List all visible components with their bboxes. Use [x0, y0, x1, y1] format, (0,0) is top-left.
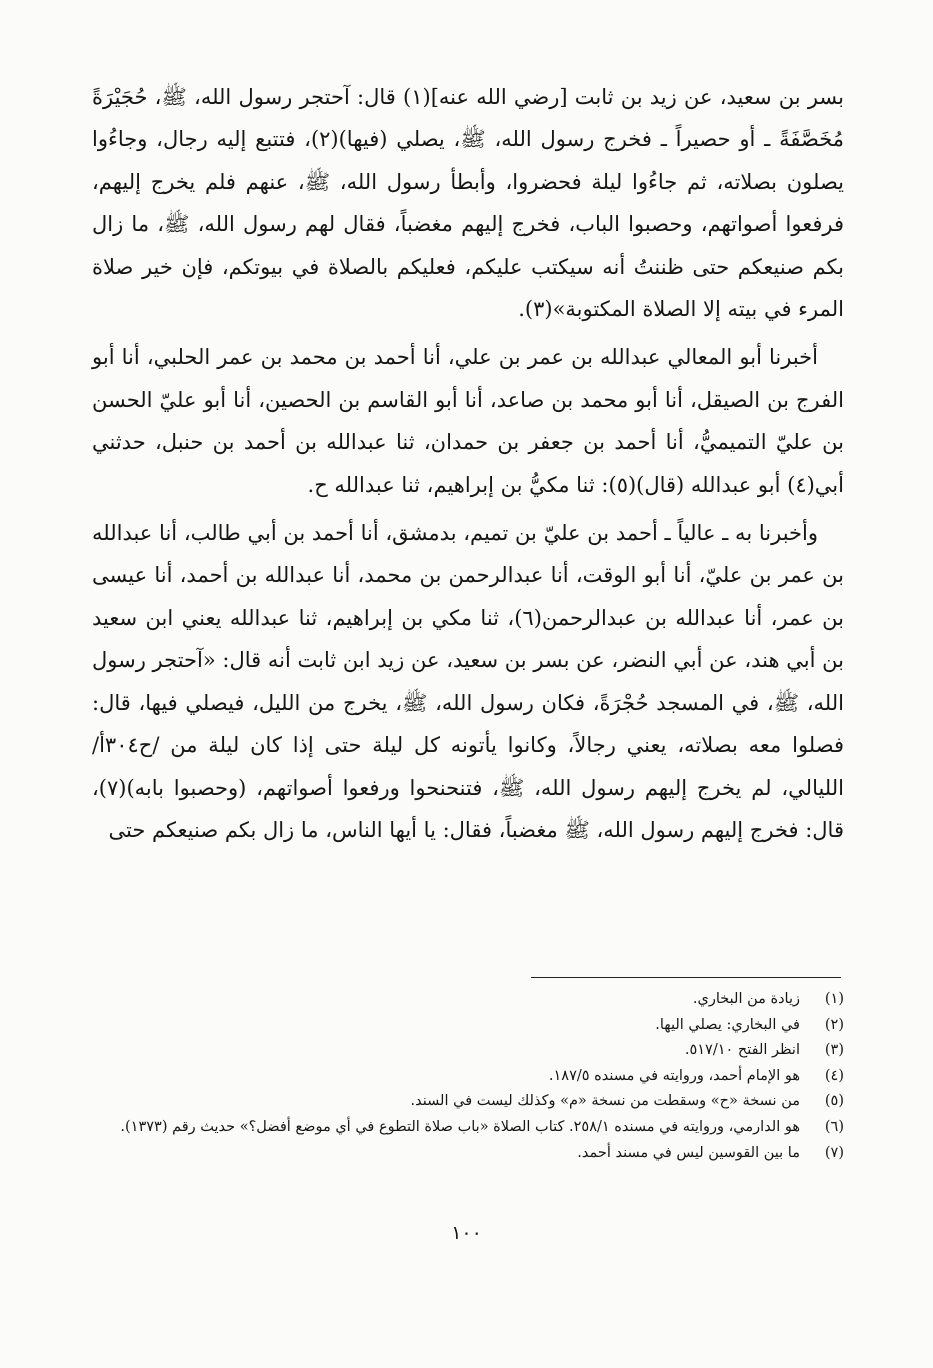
paragraph-isnad-2: وأخبرنا به ـ عالياً ـ أحمد بن عليّ بن تميم، بدمشق، أنا أحمد بن أبي طالب، أنا عبدالله بن عمر بن عليّ، أنا أبو الوقت، أنا عبدالرحمن بن محمد، أنا عبدالله بن أحمد، أنا عيسى بن عمر، أنا عبدالله بن عبدالرحمن(٦)، ثنا مكي بن إبراهيم، ثنا عبدالله يعني ابن سعيد بن أبي هند، عن أبي النضر، عن بسر بن سعيد، عن زيد ابن ثابت أنه قال: «آحتجر رسول الله، ﷺ، في المسجد حُجْرَةً، فكان رسول الله، ﷺ، يخرج من الليل، فيصلي فيها، قال: فصلوا معه بصلاته، يعني رجالاً، وكانوا يأتونه كل ليلة حتى إذا كان ليلة من /ح٣٠٤أ/ الليالي، لم يخرج إليهم رسول الله، ﷺ، فتنحنحوا ورفعوا أصواتهم، (وحصبوا بابه)(٧)، قال: فخرج إليهم رسول الله، ﷺ مغضباً، فقال: يا أيها الناس، ما زال بكم صنيعكم حتى — [92, 521, 844, 842]
footnote-number: (٧) — [824, 1144, 844, 1161]
footnote-text: هو الإمام أحمد، وروايته في مسنده ١٨٧/٥. — [548, 1067, 800, 1084]
page-number: ١٠٠ — [451, 1222, 482, 1244]
footnote-number: (٢) — [824, 1016, 844, 1033]
footnotes — [92, 987, 844, 1166]
footnote-item — [92, 1013, 844, 1039]
footnote-item — [92, 987, 844, 1013]
footnote-item — [92, 1064, 844, 1090]
footnote-text: في البخاري: يصلي اليها. — [655, 1016, 800, 1033]
paragraph-hadith-text: بسر بن سعيد، عن زيد بن ثابت [رضي الله عنه](١) قال: آحتجر رسول الله، ﷺ، حُجَيْرَةً مُخَصَّفَةً ـ أو حصيراً ـ فخرج رسول الله، ﷺ، يصلي (فيها)(٢)، فتتبع إليه رجال، وجاءُوا يصلون بصلاته، ثم جاءُوا ليلة فحضروا، وأبطأ رسول الله، ﷺ، عنهم فلم يخرج إليهم، فرفعوا أصواتهم، وحصبوا الباب، فخرج إليهم مغضباً، فقال لهم رسول الله، ﷺ، ما زال بكم صنيعكم حتى ظننتُ أنه سيكتب عليكم، فعليكم بالصلاة في بيوتكم، فإن خير صلاة المرء في بيته إلا الصلاة المكتوبة»(٣). — [92, 85, 844, 322]
footnote-divider — [531, 977, 841, 978]
footnote-text: انظر الفتح ٥١٧/١٠. — [684, 1042, 800, 1059]
footnote-number: (٥) — [824, 1093, 844, 1110]
paragraph-isnad-1: أخبرنا أبو المعالي عبدالله بن عمر بن علي، أنا أحمد بن محمد بن عمر الحلبي، أنا أبو الفرج بن الصيقل، أنا أبو محمد بن صاعد، أنا أبو القاسم بن الحصين، أنا أبو عليّ الحسن بن عليّ التميميُّ، أنا أحمد بن جعفر بن حمدان، ثنا عبدالله بن أحمد بن حنبل، حدثني أبي(٤) أبو عبدالله (قال)(٥): ثنا مكيُّ بن إبراهيم، ثنا عبدالله ح. — [92, 345, 844, 497]
footnote-text: من نسخة «ح» وسقطت من نسخة «م» وكذلك ليست في السند. — [410, 1093, 800, 1110]
footnote-item — [92, 1089, 844, 1115]
footnote-number: (٣) — [824, 1042, 844, 1059]
footnote-number: (٤) — [824, 1067, 844, 1084]
footnote-text: هو الدارمي، وروايته في مسنده ٢٥٨/١. كتاب الصلاة «باب صلاة التطوع في أي موضع أفضل؟» حديث رقم (١٣٧٣). — [120, 1118, 800, 1135]
footnote-item — [92, 1115, 844, 1141]
footnote-item — [92, 1038, 844, 1064]
main-text — [92, 76, 844, 851]
footnote-text: زيادة من البخاري. — [692, 991, 800, 1007]
footnote-text: ما بين القوسين ليس في مسند أحمد. — [577, 1144, 800, 1161]
footnote-number: (٦) — [824, 1118, 844, 1135]
footnote-item — [92, 1141, 844, 1167]
footnote-number: (١) — [824, 991, 844, 1007]
